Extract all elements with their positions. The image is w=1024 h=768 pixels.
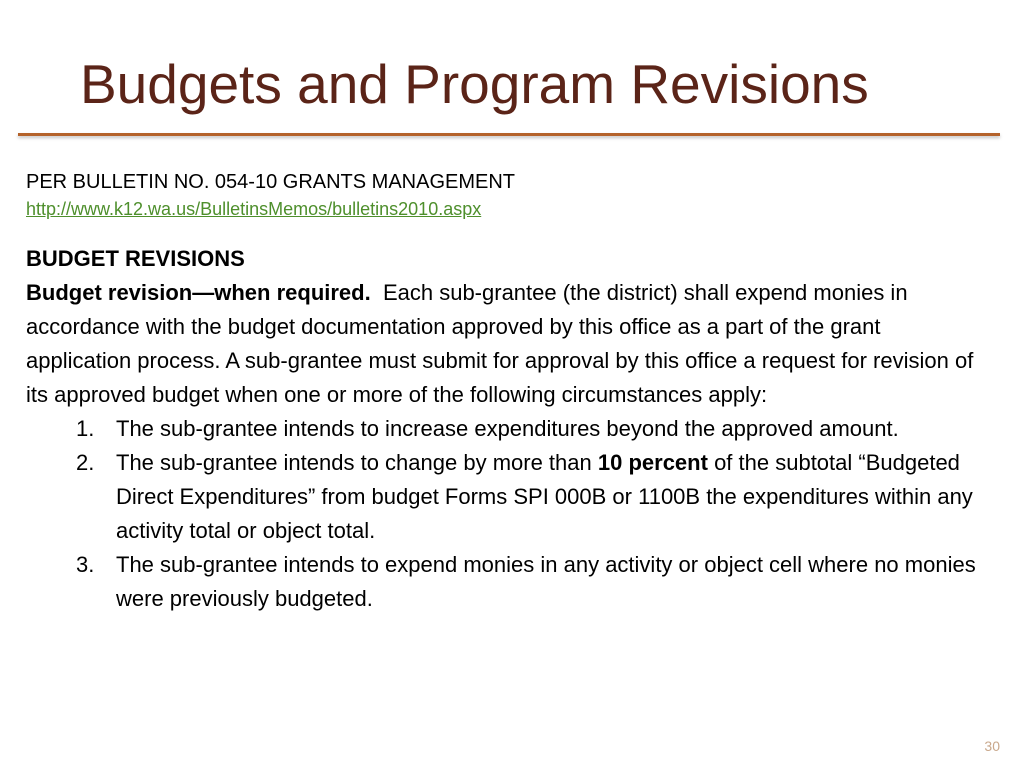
paragraph-body: Each sub-grantee (the district) shall expend monies in accordance with the budget documentation approved by this office as a part of the grant application process. A sub-grantee must submit for approval by this office a request for revision of its approved budget when one or more of the following circumstances apply: bbox=[26, 280, 974, 407]
slide-title: Budgets and Program Revisions bbox=[80, 53, 869, 115]
list-item-number: 3. bbox=[76, 552, 95, 577]
bulletin-link[interactable]: http://www.k12.wa.us/BulletinsMemos/bulletins2010.aspx bbox=[26, 199, 482, 219]
slide-content bbox=[26, 168, 986, 616]
list-item-number: 1. bbox=[76, 416, 95, 441]
list-item-text: The sub-grantee intends to increase expenditures beyond the approved amount. bbox=[116, 416, 899, 441]
list-item-number: 2. bbox=[76, 450, 95, 475]
list-item-text: The sub-grantee intends to expend monies in any activity or object cell where no monies were previously budgeted. bbox=[116, 552, 976, 611]
bulletin-reference: PER BULLETIN NO. 054-10 GRANTS MANAGEMENT bbox=[26, 171, 516, 193]
list-item-emphasis: 10 percent bbox=[597, 450, 708, 475]
list-item bbox=[26, 446, 986, 548]
revision-circumstances-list bbox=[26, 412, 986, 616]
paragraph-lead: Budget revision—when required. bbox=[26, 280, 371, 305]
section-paragraph bbox=[26, 276, 986, 412]
page-number: 30 bbox=[984, 738, 1000, 754]
list-item bbox=[26, 412, 986, 446]
list-item bbox=[26, 548, 986, 616]
list-item-text-after: of the subtotal “Budgeted Direct Expenditures” from budget Forms SPI 000B or 1100B the expenditures within any activity total or object total. bbox=[116, 450, 973, 543]
title-divider bbox=[18, 133, 1000, 136]
section-heading: BUDGET REVISIONS bbox=[26, 246, 245, 271]
list-item-text-before: The sub-grantee intends to change by more than bbox=[116, 450, 592, 475]
